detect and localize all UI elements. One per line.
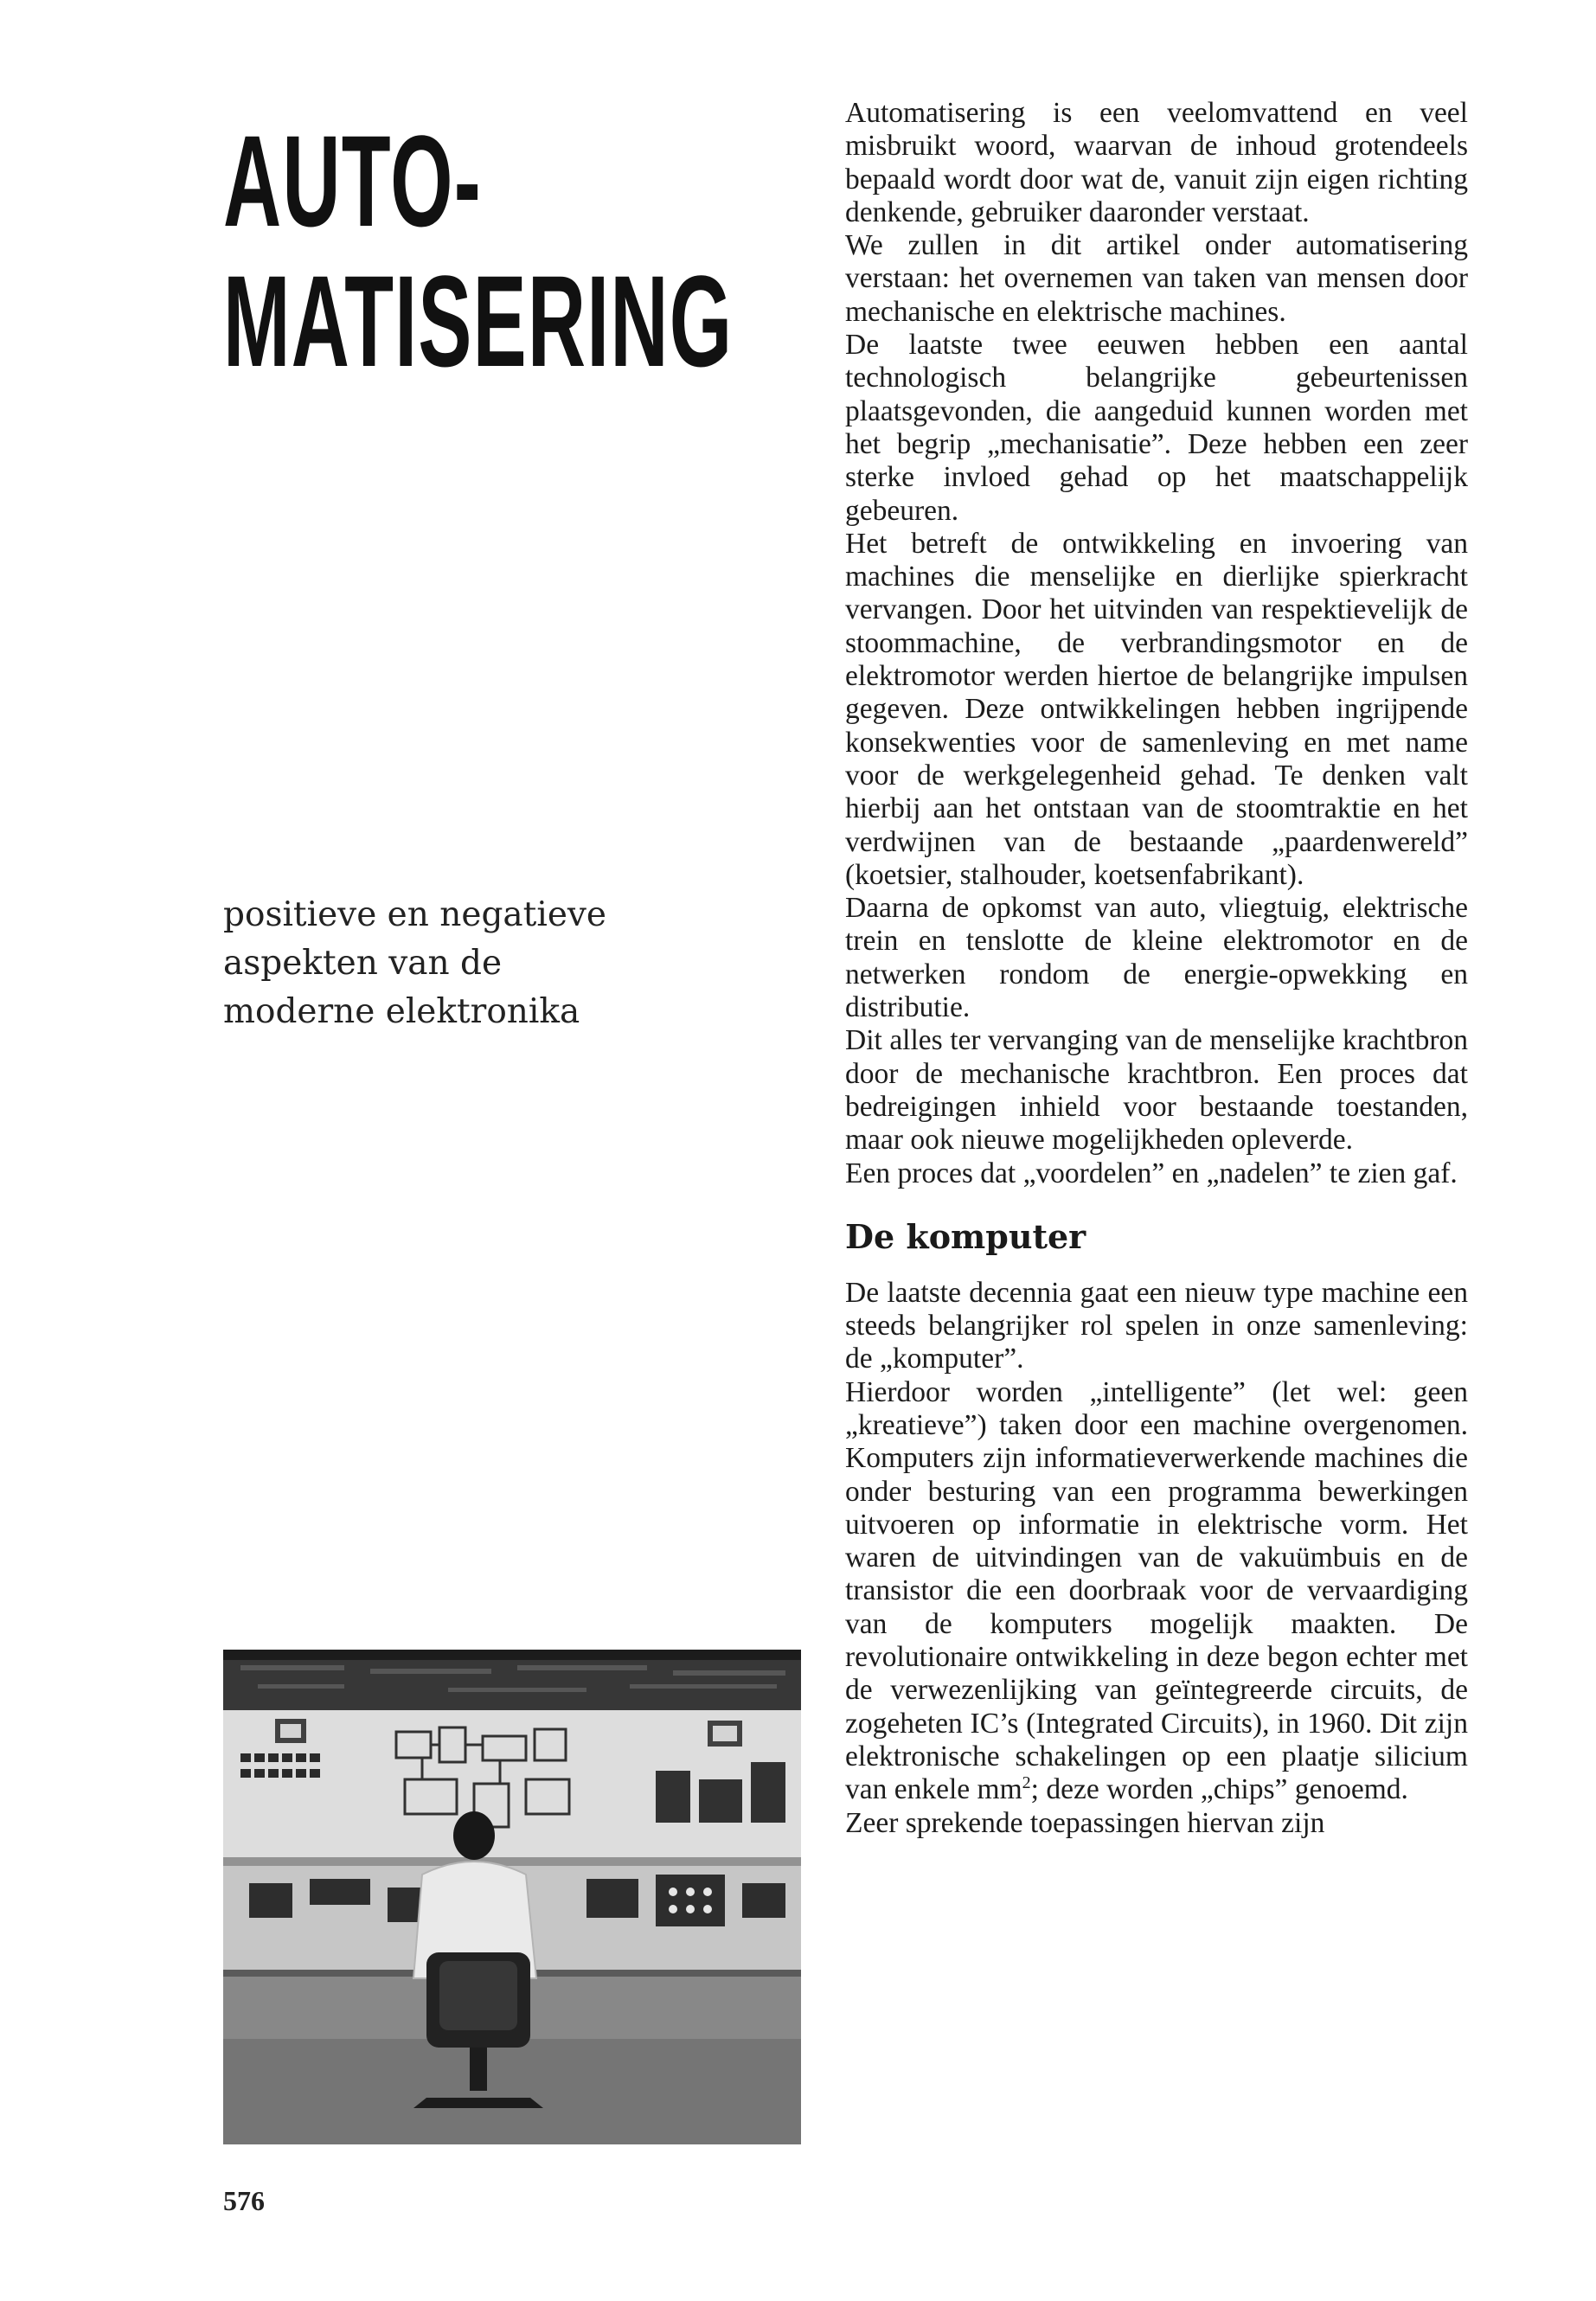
article-subtitle [223,891,638,1036]
paragraph-3: De laatste twee eeuwen hebben een aantal technologisch belangrijke gebeurtenissen plaatsgevonden, die aangeduid kunnen worden met het begrip „mechanisatie”. Deze hebben een zeer sterke invloed gehad op het maatschappelijk gebeuren. [845,329,1468,527]
section-paragraph-2 [845,1376,1468,1807]
paragraph-1: Automatisering is een veelomvattend en veel misbruikt woord, waarvan de inhoud grotendeels bepaald wordt door wat de, vanuit zijn eigen richting denkende, gebruiker daaronder verstaat. [845,97,1468,228]
section-paragraph-2-text: Hierdoor worden „intelligente” (let wel: geen „kreatieve”) taken door een machine overgenomen. Komputers zijn informatieverwerkende machines die onder besturing van een programma bewerkingen uitvoeren op informatie in elektrische vorm. Het waren de uitvindingen van de vakuümbuis en de transistor die een doorbraak voor de vervaardiging van de komputers mogelijk maakten. De revolutionaire ontwikkeling in deze begon echter met de verwezenlijking van geïntegreerde circuits, de zogeheten IC’s (Integrated Circuits), in 1960. Dit zijn elektronische schakelingen op een plaatje silicium van enkele mm [845,1375,1468,1806]
title-line-1: AUTO- [223,108,482,253]
subtitle-line-3: moderne elektronika [223,992,580,1031]
body-column [845,97,1468,1840]
section-paragraph-3: Zeer sprekende toepassingen hiervan zijn [845,1806,1325,1839]
superscript: 2 [1022,1773,1031,1793]
article-title [223,108,734,394]
paragraph-4: Het betreft de ontwikkeling en invoering van machines die menselijke en dierlijke spierkracht vervangen. Door het uitvinden van respektievelijk de stoommachine, de verbrandingsmotor en de elektromotor werden hiertoe de belangrijke impulsen gegeven. Deze ontwikkelingen hebben ingrijpende konsekwenties voor de samenleving en met name voor de werkgelegenheid gehad. Te denken valt hierbij aan het ontstaan van de stoomtraktie en het verdwijnen van de bestaande „paardenwereld” (koetsier, stalhouder, koetsenfabrikant). [845,527,1468,891]
page-number: 576 [223,2185,265,2216]
section-heading: De komputer [845,1216,1086,1256]
paragraph-5: Daarna de opkomst van auto, vliegtuig, elektrische trein en tenslotte de kleine elektromotor en de netwerken rondom de energie-opwekking en distributie. [845,892,1468,1024]
section-paragraph-2-tail: ; deze worden „chips” genoemd. [1030,1773,1408,1806]
subtitle-line-1: positieve en negatieve [223,895,607,934]
control-room-illustration [223,1650,801,2144]
subtitle-line-2: aspekten van de [223,944,503,983]
control-room-photo [223,1650,801,2144]
paragraph-7: Een proces dat „voordelen” en „nadelen” te zien gaf. [845,1157,1458,1189]
section-paragraph-1: De laatste decennia gaat een nieuw type machine een steeds belangrijker rol spelen in onze samenleving: de „komputer”. [845,1276,1468,1375]
paragraph-2: We zullen in dit artikel onder automatisering verstaan: het overnemen van taken van mensen door mechanische en elektrische machines. [845,229,1468,328]
paragraph-6: Dit alles ter vervanging van de menselijke krachtbron door de mechanische krachtbron. Een proces dat bedreigingen inhield voor bestaande toestanden, maar ook nieuwe mogelijkheden opleverde. [845,1024,1468,1157]
title-line-2: MATISERING [223,248,734,394]
